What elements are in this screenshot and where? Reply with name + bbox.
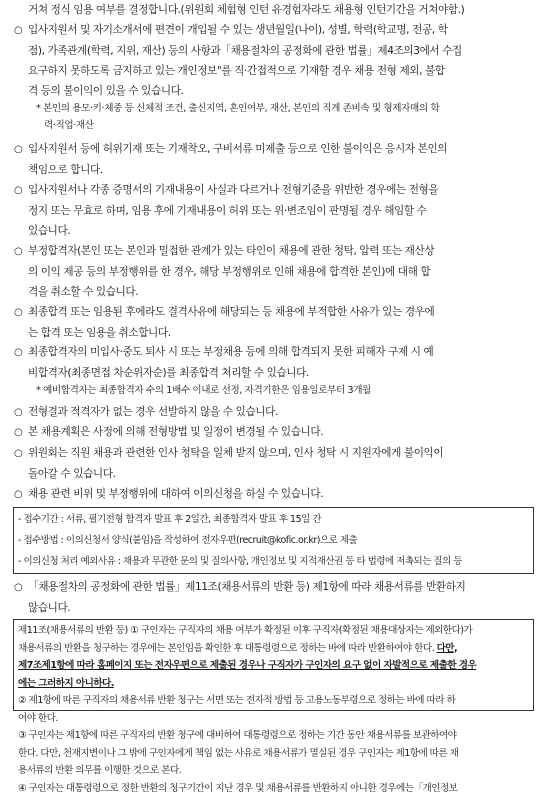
bullet-circle-icon: ○ [14,489,23,500]
bullet-circle-icon: ○ [14,407,23,418]
objection-exceptions: - 이의신청 처리 예외사유 : 채용과 무관한 문의 및 질의사항, 개인정보 및 지적재산권 등 타 법령에 저촉되는 질의 등 [18,556,462,567]
bullet-circle-icon: ○ [14,347,23,358]
footnote-cont: 력·직업·재산 [44,120,94,131]
footnote: * 예비합격자는 최종합격자 수의 1배수 이내로 선정, 자격기한은 임용일로부터 3개월 [36,385,371,396]
bullet-circle-icon: ○ [14,427,23,438]
objection-method: - 접수방법 : 이의신청서 양식(붙임)을 작성하여 전자우편(recruit@kofic.or.kr)으로 제출 [18,535,358,546]
notice-item-8: ○ 본 채용계획은 사정에 의해 전형방법 및 일정이 변경될 수 있습니다. [0,422,547,443]
bullet-circle-icon: ○ [14,307,23,318]
notice-item-6: ○ 최종합격자의 미입사·중도 퇴사 시 또는 부정채용 등에 의해 합격되지 못한 피해자 구제 시 예 비합격자(최종면접 차순위자순)를 최종합격 처리할 수 있습니다. [0,342,547,383]
notice-item-5: ○ 최종합격 또는 임용된 후에라도 결격사유에 해당되는 등 채용에 부적합한 사유가 있는 경우에 는 합격 또는 임용을 취소합니다. [0,302,547,343]
notice-item-1: ○ 입사지원서 및 자기소개서에 편견이 개입될 수 있는 생년월일(나이), 성별, 학력(학교명, 전공, 학 점), 가족관계(학력, 지위, 재산) 등의 사항과「채용절차의 공정화에 관한 법률」제4조의3에서 수집 요구하지 못하도록 금지하고 있는 개인정보"를 직·간접적으로 기재할 경우 채용 전형 제외, 불합 격 등의 불이익이 있을 수 있습니다. [0,20,547,101]
notice-item-10: ○ 채용 관련 비위 및 부정행위에 대하여 이의신청을 하실 수 있습니다. [0,484,547,505]
bullet-circle-icon: ○ [14,582,23,593]
bullet-circle-icon: ○ [14,25,23,36]
bullet-circle-icon: ○ [14,448,23,459]
notice-item-9: ○ 위원회는 직원 채용과 관련한 인사 청탁을 일체 받지 않으며, 인사 청탁 시 지원자에게 불이익이 돌아갈 수 있습니다. [0,443,547,484]
footnote: * 본인의 용모·키·체중 등 신체적 조건, 출신지역, 혼인여부, 재산, 본인의 직계 존비속 및 형제자매의 학 [36,103,440,114]
notice-item-7: ○ 전형결과 적격자가 없는 경우 선발하지 않을 수 있습니다. [0,402,547,423]
notice-item-4: ○ 부정합격자(본인 또는 본인과 밀접한 관계가 있는 타인이 채용에 관한 청탁, 압력 또는 재산상 의 이익 제공 등의 부정행위를 한 경우, 해당 부정행위로 인해 채용에 합격한 본인)에 대해 합 격을 취소할 수 있습니다. [0,241,547,302]
bullet-circle-icon: ○ [14,185,23,196]
notice-item-3: ○ 입사지원서나 각종 증명서의 기재내용이 사실과 다르거나 전형기준을 위반한 경우에는 전형을 정지 또는 무효로 하며, 임용 후에 기재내용이 허위 또는 위·변조임이 판명될 경우 해임할 수 있습니다. [0,180,547,241]
objection-period: - 접수기간 : 서류, 필기전형 합격자 발표 후 2일간, 최종합격자 발표 후 15일 간 [18,514,322,525]
bullet-circle-icon: ○ [14,144,23,155]
notice-item-2: ○ 입사지원서 등에 허위기재 또는 기재착오, 구비서류 미제출 등으로 인한 불이익은 응시자 본인의 책임으로 합니다. [0,139,547,180]
bullet-circle-icon: ○ [14,246,23,257]
continued-text: 거쳐 정식 임용 여부를 결정합니다.(위원회 체험형 인턴 유경험자라도 채용형 인턴기간을 거쳐야함.) [28,4,465,16]
law-excerpt-box: 제11조(채용서류의 반환 등) ① 구인자는 구직자의 채용 여부가 확정된 이후 구직자(확정된 채용대상자는 제외한다)가 채용서류의 반환을 청구하는 경우에는 본인임을 확인한 후 대통령령으로 정하는 바에 따라 반환하여야 한다. 다만, 제7조제1항에 따라 홈페이지 또는 전자우편으로 제출된 경우나 구직자가 구인자의 요구 없이 자발적으로 제출한 경우 에는 그러하지 아니하다. ② 제1항에 따른 구직자의 채용서류 반환 청구는 서면 또는 전자적 방법 등 고용노동부령으로 정하는 바에 따라 하 여야 한다. ③ 구인자는 제1항에 따른 구직자의 반환 청구에 대비하여 대통령령으로 정하는 기간 동안 채용서류를 보관하여야 한다. 다만, 천재지변이나 그 밖에 구인자에게 책임 없는 사유로 채용서류가 멸실된 경우 구인자는 제1항에 따른 채 용서류의 반환 의무를 이행한 것으로 본다. ④ 구인자는 대통령령으로 정한 반환의 청구기간이 지난 경우 및 채용서류를 반환하지 아니한 경우에는「개인정보 [13,619,534,711]
objection-info-box [13,507,534,574]
return-item: ○ 「채용절차의 공정화에 관한 법률」제11조(채용서류의 반환 등) 제1항에 따라 채용서류를 반환하지 않습니다. [0,577,547,618]
